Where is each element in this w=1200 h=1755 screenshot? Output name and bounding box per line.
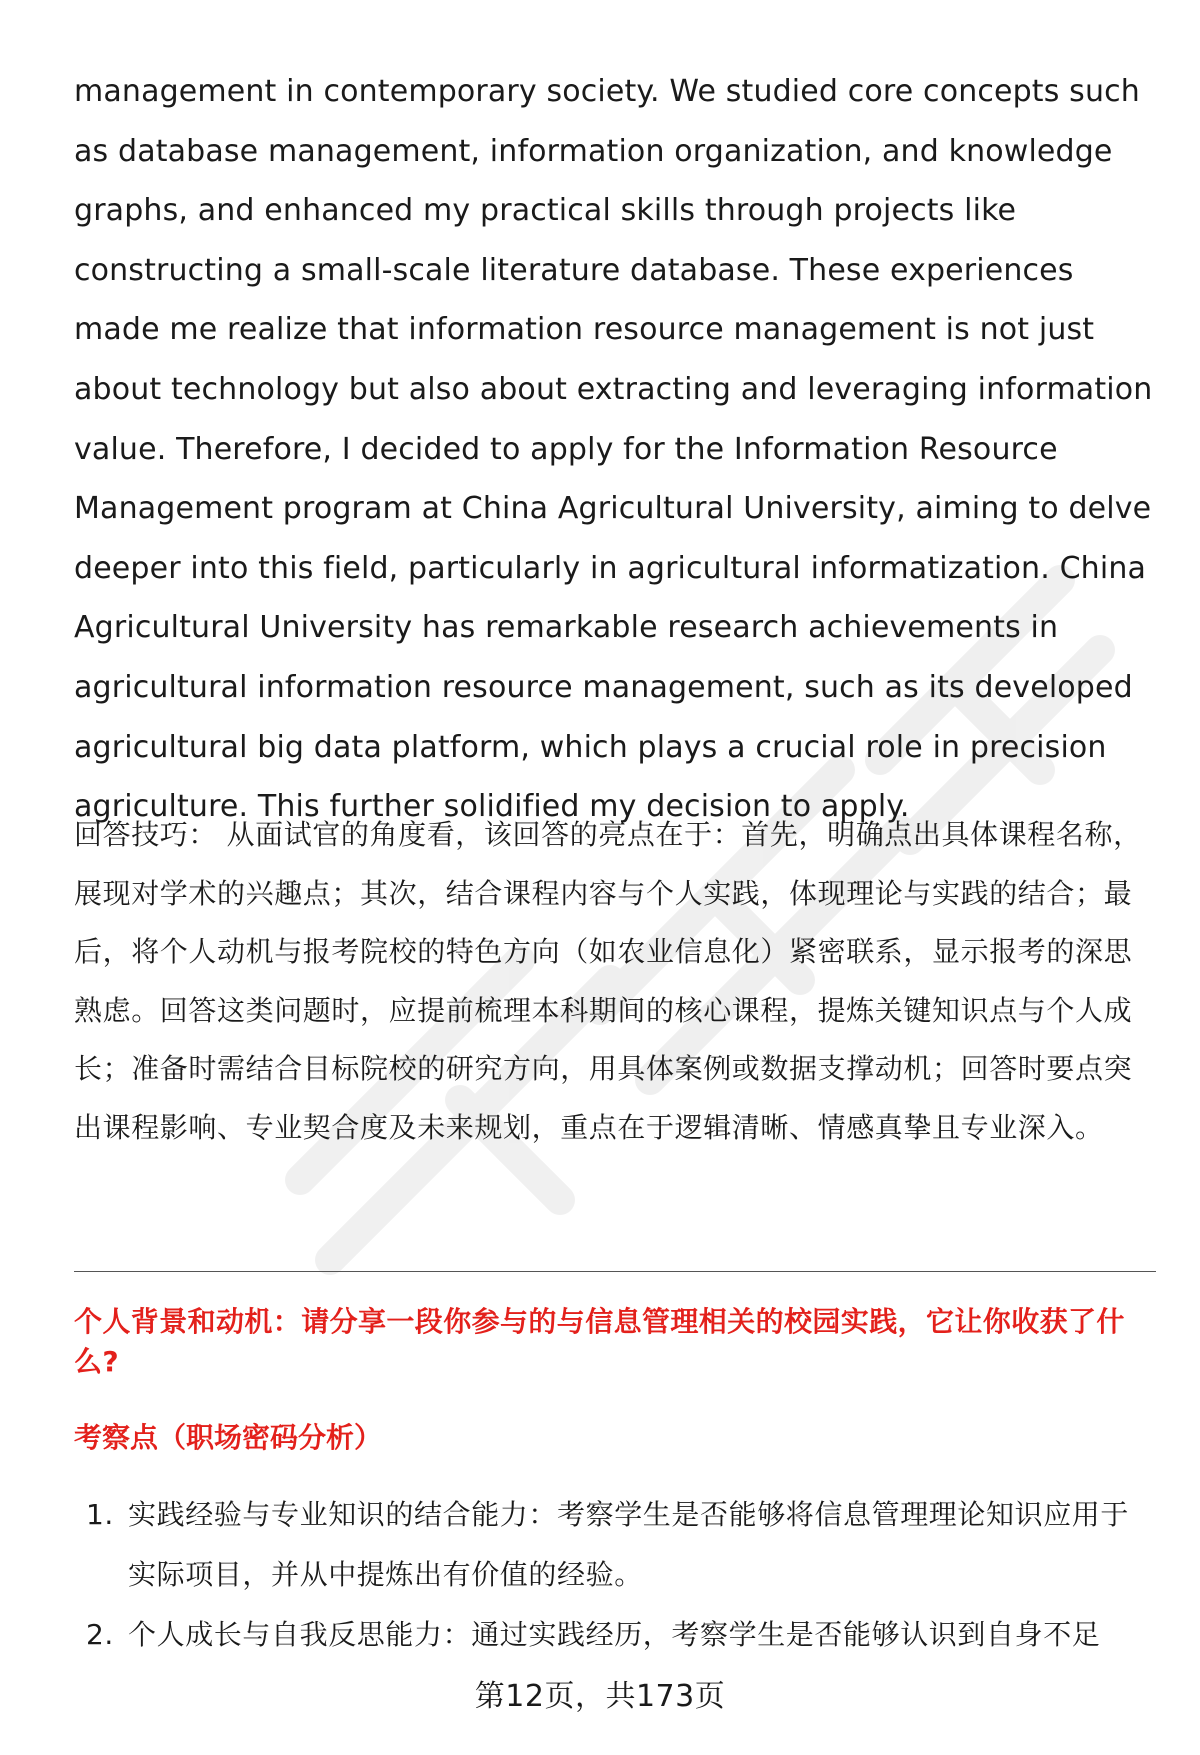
assessment-points-list	[74, 1485, 1156, 1666]
list-item-number: 1.	[86, 1498, 114, 1531]
list-item	[74, 1605, 1156, 1665]
english-paragraph: management in contemporary society. We studied core concepts such as database management, information organization, and knowledge graphs, and enhanced my practical skills through projects like constructing a small-scale literature database. These experiences made me realize that information resource management is not just about technology but also about extracting and leveraging information value. Therefore, I decided to apply for the Information Resource Management program at China Agricultural University, aiming to delve deeper into this field, particularly in agricultural informatization. China Agricultural University has remarkable research achievements in agricultural information resource management, such as its developed agricultural big data platform, which plays a crucial role in precision agriculture. This further solidified my decision to apply.	[74, 74, 1153, 825]
list-item-text: 实践经验与专业知识的结合能力：考察学生是否能够将信息管理理论知识应用于实际项目，并从中提炼出有价值的经验。	[128, 1498, 1130, 1591]
section-divider	[74, 1271, 1156, 1272]
answer-tips-paragraph: 回答技巧： 从面试官的角度看，该回答的亮点在于：首先，明确点出具体课程名称，展现对学术的兴趣点；其次，结合课程内容与个人实践，体现理论与实践的结合；最后，将个人动机与报考院校的特色方向（如农业信息化）紧密联系，显示报考的深思熟虑。回答这类问题时，应提前梳理本科期间的核心课程，提炼关键知识点与个人成长；准备时需结合目标院校的研究方向，用具体案例或数据支撑动机；回答时要点突出课程影响、专业契合度及未来规划，重点在于逻辑清晰、情感真挚且专业深入。	[74, 818, 1142, 1144]
list-item	[74, 1485, 1156, 1604]
section-heading: 考察点（职场密码分析）	[74, 1421, 383, 1454]
list-item-number: 2.	[86, 1618, 114, 1651]
page-number-footer: 第12页，共173页	[474, 1679, 726, 1714]
interview-question: 个人背景和动机：请分享一段你参与的与信息管理相关的校园实践，它让你收获了什么?	[74, 1305, 1125, 1378]
list-item-text: 个人成长与自我反思能力：通过实践经历，考察学生是否能够认识到自身不足	[128, 1618, 1101, 1651]
